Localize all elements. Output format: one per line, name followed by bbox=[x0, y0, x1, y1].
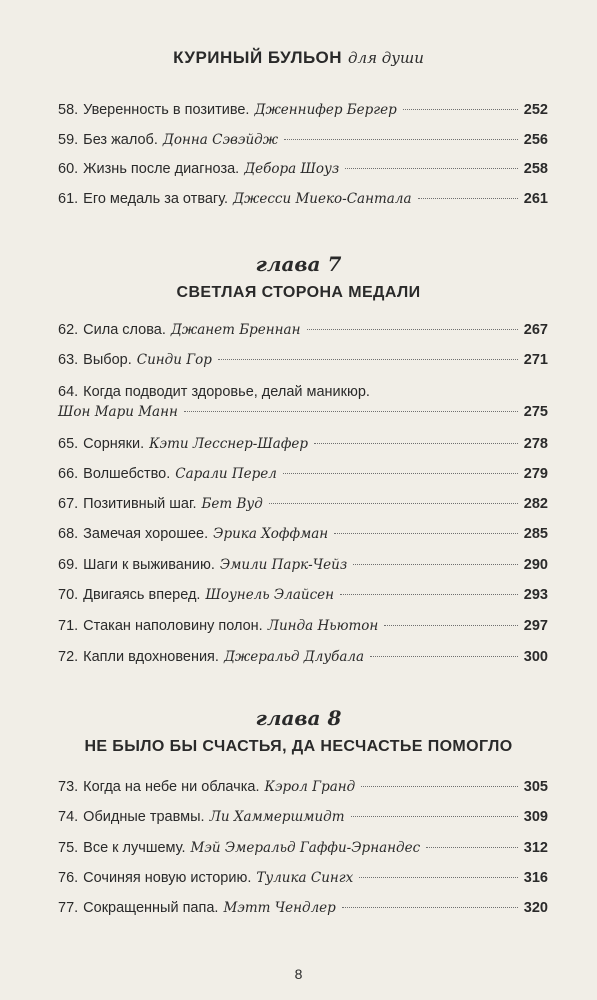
entry-title: Стакан наполовину полон. bbox=[83, 618, 263, 634]
toc-entry bbox=[58, 555, 548, 575]
entry-author: Бет Вуд bbox=[201, 496, 263, 512]
entry-page-number: 293 bbox=[523, 587, 548, 603]
toc-entry bbox=[58, 434, 548, 454]
entry-page-number: 312 bbox=[523, 840, 548, 856]
entry-number: 75. bbox=[58, 840, 79, 856]
dot-leader bbox=[340, 594, 518, 595]
page-number: 8 bbox=[294, 966, 303, 982]
toc-entry bbox=[58, 159, 548, 179]
entry-title: Позитивный шаг. bbox=[83, 496, 197, 512]
toc-entry bbox=[58, 464, 548, 484]
dot-leader bbox=[269, 503, 518, 504]
entry-author: Мэй Эмеральд Гаффи-Эрнандес bbox=[190, 840, 421, 856]
entry-author: Сарали Перел bbox=[175, 466, 277, 482]
dot-leader bbox=[184, 411, 518, 412]
entry-author: Шон Мари Манн bbox=[58, 404, 178, 420]
entry-number: 73. bbox=[58, 779, 79, 795]
entry-author: Ли Хаммершмидт bbox=[209, 809, 345, 825]
dot-leader bbox=[345, 168, 518, 169]
entry-page-number: 261 bbox=[523, 191, 548, 207]
entry-title: Сила слова. bbox=[83, 322, 166, 338]
entry-page-number: 256 bbox=[523, 132, 548, 148]
entry-number: 59. bbox=[58, 132, 79, 148]
entry-title: Его медаль за отвагу. bbox=[83, 191, 229, 207]
entry-number: 64. bbox=[58, 384, 79, 400]
entry-number: 76. bbox=[58, 870, 79, 886]
chapter-title: СВЕТЛАЯ СТОРОНА МЕДАЛИ bbox=[176, 284, 421, 301]
toc-entry bbox=[58, 777, 548, 797]
entry-page-number: 309 bbox=[523, 809, 548, 825]
toc-entry bbox=[58, 320, 548, 340]
entry-author: Джеральд Длубала bbox=[223, 649, 365, 665]
dot-leader bbox=[370, 656, 518, 657]
entry-page-number: 320 bbox=[523, 900, 548, 916]
entry-page-number: 252 bbox=[523, 102, 548, 118]
entry-author: Кэти Лесснер-Шафер bbox=[149, 436, 309, 452]
entry-number: 72. bbox=[58, 649, 79, 665]
entry-page-number: 258 bbox=[523, 161, 548, 177]
toc-entry bbox=[58, 382, 548, 422]
entry-author: Тулика Сингх bbox=[256, 870, 354, 886]
entry-number: 70. bbox=[58, 587, 79, 603]
entry-author: Синди Гор bbox=[136, 352, 212, 368]
entry-title: Шаги к выживанию. bbox=[83, 557, 215, 573]
entry-number: 77. bbox=[58, 900, 79, 916]
dot-leader bbox=[218, 359, 518, 360]
entry-title: Капли вдохновения. bbox=[83, 649, 219, 665]
entry-page-number: 300 bbox=[523, 649, 548, 665]
toc-entry bbox=[58, 616, 548, 636]
entry-author: Кэрол Гранд bbox=[264, 779, 356, 795]
entry-page-number: 285 bbox=[523, 526, 548, 542]
dot-leader bbox=[359, 877, 518, 878]
entry-page-number: 305 bbox=[523, 779, 548, 795]
dot-leader bbox=[342, 907, 518, 908]
toc-entry bbox=[58, 524, 548, 544]
entry-title: Уверенность в позитиве. bbox=[83, 102, 250, 118]
entry-page-number: 282 bbox=[523, 496, 548, 512]
entry-author: Джесси Миеко-Сантала bbox=[233, 191, 412, 207]
entry-author: Донна Сэвэйдж bbox=[162, 132, 279, 148]
entry-number: 62. bbox=[58, 322, 79, 338]
entry-page-number: 278 bbox=[523, 436, 548, 452]
toc-entry bbox=[58, 868, 548, 888]
entry-title: Замечая хорошее. bbox=[83, 526, 209, 542]
dot-leader bbox=[361, 786, 518, 787]
chapter-label: глава 7 bbox=[255, 252, 342, 276]
entry-number: 58. bbox=[58, 102, 79, 118]
entry-author: Шоунель Элайсен bbox=[205, 587, 335, 603]
chapter-label: глава 8 bbox=[255, 706, 342, 730]
entry-title: Обидные травмы. bbox=[83, 809, 205, 825]
entry-number: 61. bbox=[58, 191, 79, 207]
entry-title: Двигаясь вперед. bbox=[83, 587, 201, 603]
entry-author: Дебора Шоуз bbox=[244, 161, 340, 177]
entry-title: Все к лучшему. bbox=[83, 840, 186, 856]
toc-entry bbox=[58, 494, 548, 514]
running-head bbox=[0, 48, 597, 68]
toc-entry bbox=[58, 838, 548, 858]
entry-number: 66. bbox=[58, 466, 79, 482]
entry-number: 74. bbox=[58, 809, 79, 825]
entry-number: 63. bbox=[58, 352, 79, 368]
toc-entry bbox=[58, 807, 548, 827]
toc-entry bbox=[58, 100, 548, 120]
dot-leader bbox=[283, 473, 518, 474]
entry-author: Дженнифер Бергер bbox=[254, 102, 397, 118]
toc-entry bbox=[58, 130, 548, 150]
entry-page-number: 297 bbox=[523, 618, 548, 634]
dot-leader bbox=[314, 443, 518, 444]
entry-author: Эрика Хоффман bbox=[213, 526, 329, 542]
entry-title: Выбор. bbox=[83, 352, 132, 368]
entry-page-number: 267 bbox=[523, 322, 548, 338]
dot-leader bbox=[351, 816, 518, 817]
dot-leader bbox=[307, 329, 518, 330]
book-title: КУРИНЫЙ БУЛЬОН bbox=[173, 48, 343, 67]
entry-page-number: 279 bbox=[523, 466, 548, 482]
entry-title: Когда на небе ни облачка. bbox=[83, 779, 260, 795]
entry-title: Сорняки. bbox=[83, 436, 145, 452]
dot-leader bbox=[384, 625, 518, 626]
entry-page-number: 316 bbox=[523, 870, 548, 886]
entry-author: Эмили Парк-Чейз bbox=[219, 557, 348, 573]
entry-title: Жизнь после диагноза. bbox=[83, 161, 240, 177]
chapter-title: НЕ БЫЛО БЫ СЧАСТЬЯ, ДА НЕСЧАСТЬЕ ПОМОГЛО bbox=[84, 738, 513, 755]
entry-title: Волшебство. bbox=[83, 466, 171, 482]
dot-leader bbox=[334, 533, 518, 534]
entry-title: Когда подводит здоровье, делай маникюр. bbox=[83, 384, 370, 400]
dot-leader bbox=[284, 139, 518, 140]
toc-entry bbox=[58, 647, 548, 667]
entry-title: Без жалоб. bbox=[83, 132, 158, 148]
entry-title: Сочиняя новую историю. bbox=[83, 870, 252, 886]
dot-leader bbox=[426, 847, 518, 848]
toc-entry bbox=[58, 585, 548, 605]
entry-number: 65. bbox=[58, 436, 79, 452]
entry-author: Джанет Бреннан bbox=[170, 322, 301, 338]
entry-number: 67. bbox=[58, 496, 79, 512]
entry-page-number: 275 bbox=[523, 404, 548, 420]
entry-page-number: 271 bbox=[523, 352, 548, 368]
dot-leader bbox=[418, 198, 518, 199]
dot-leader bbox=[403, 109, 518, 110]
entry-number: 60. bbox=[58, 161, 79, 177]
toc-entry bbox=[58, 898, 548, 918]
toc-entry bbox=[58, 189, 548, 209]
entry-author: Мэтт Чендлер bbox=[223, 900, 336, 916]
book-subtitle: для души bbox=[348, 49, 424, 67]
entry-author: Линда Ньютон bbox=[267, 618, 379, 634]
entry-number: 71. bbox=[58, 618, 79, 634]
entry-number: 69. bbox=[58, 557, 79, 573]
entry-number: 68. bbox=[58, 526, 79, 542]
toc-entry bbox=[58, 350, 548, 370]
entry-title: Сокращенный папа. bbox=[83, 900, 219, 916]
dot-leader bbox=[353, 564, 518, 565]
entry-page-number: 290 bbox=[523, 557, 548, 573]
